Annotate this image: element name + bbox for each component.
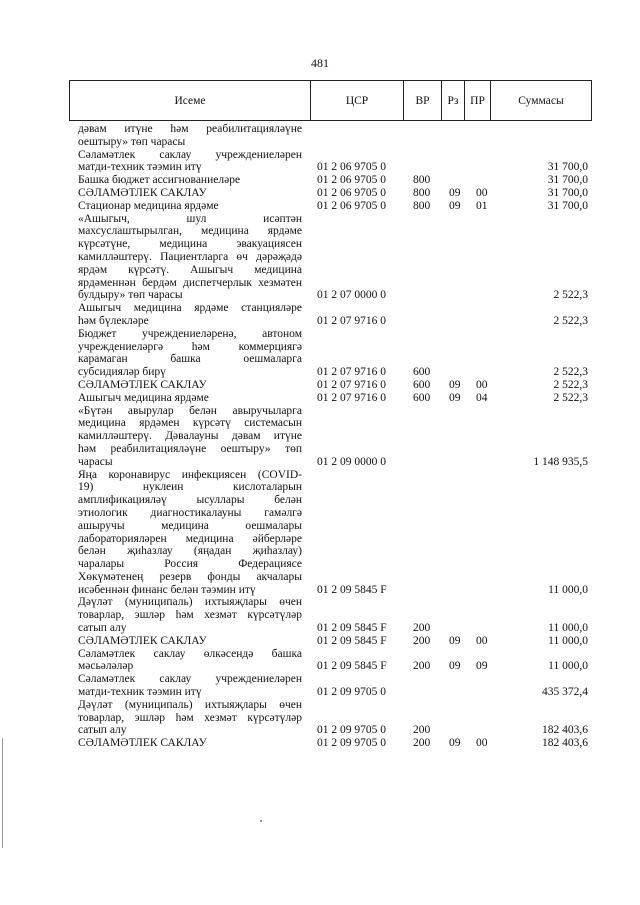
table-row xyxy=(0,737,640,750)
table-row xyxy=(0,456,640,469)
table-row xyxy=(0,417,640,430)
row-csr: 01 2 07 9716 0 xyxy=(317,366,386,379)
row-name: һәм бүлекләре xyxy=(78,314,149,327)
row-sum: 31 700,0 xyxy=(547,186,588,199)
row-name: Хөкүмәтенең резерв фонды акчалары xyxy=(78,570,302,583)
row-vr: 200 xyxy=(413,724,431,737)
row-name: Яңа коронавирус инфекциясен (COVID- xyxy=(78,468,302,481)
row-name: күрсәтүне, медицина эвакуациясен xyxy=(78,238,302,251)
row-csr: 01 2 06 9705 0 xyxy=(317,174,386,187)
row-vr: 800 xyxy=(413,186,431,199)
table-row xyxy=(0,174,640,187)
row-name: Сәламәтлек саклау өлкәсендә башка xyxy=(78,647,302,660)
table-row xyxy=(0,277,640,290)
row-csr: 01 2 07 9716 0 xyxy=(317,391,386,404)
row-rz: 09 xyxy=(449,199,461,212)
row-name: 19) нуклеин кислоталарын xyxy=(78,481,302,494)
table-row xyxy=(0,302,640,315)
table-row xyxy=(0,353,640,366)
row-name: Ашыгыч медицина ярдәме станцияләре xyxy=(78,302,302,315)
row-name: Сәламәтлек саклау учреждениеләрен xyxy=(78,673,302,686)
column-header-pr: ПР xyxy=(465,81,491,120)
row-name: амплификацияләү ысуллары белән xyxy=(78,494,302,507)
row-name: махсуслаштырылган, медицина ярдәме xyxy=(78,225,302,238)
row-name: мәсьәләләр xyxy=(78,660,134,673)
row-name: «Ашыгыч, шул исәптән xyxy=(78,212,302,225)
row-name: дәвам итүне һәм реабилитацияләүне xyxy=(78,123,302,135)
table-row xyxy=(0,609,640,622)
table-row xyxy=(0,699,640,712)
row-sum: 2 522,3 xyxy=(553,289,588,302)
table-row xyxy=(0,136,640,149)
row-csr: 01 2 09 5845 F xyxy=(317,622,387,635)
column-header-name: Исеме xyxy=(70,81,311,120)
table-row xyxy=(0,481,640,494)
row-pr: 04 xyxy=(476,391,488,404)
row-rz: 09 xyxy=(449,634,461,647)
column-header-csr: ЦСР xyxy=(311,81,404,120)
row-pr: 01 xyxy=(476,199,488,212)
row-name: карамаган башка оешмаларга xyxy=(78,353,302,366)
table-row xyxy=(0,366,640,379)
row-vr: 600 xyxy=(413,391,431,404)
row-csr: 01 2 09 5845 F xyxy=(317,583,387,596)
row-sum: 435 372,4 xyxy=(542,686,588,699)
row-sum: 11 000,0 xyxy=(548,622,588,635)
row-sum: 2 522,3 xyxy=(553,378,588,391)
table-row xyxy=(0,507,640,520)
table-row xyxy=(0,123,640,136)
row-name: Бюджет учреждениеләренә, автоном xyxy=(78,327,302,340)
table-row xyxy=(0,443,640,456)
row-name: Башка бюджет ассигнованиеләре xyxy=(78,174,241,187)
row-csr: 01 2 06 9705 0 xyxy=(317,161,386,174)
table-row xyxy=(0,161,640,174)
row-sum: 2 522,3 xyxy=(553,391,588,404)
table-row xyxy=(0,328,640,341)
row-name: сатып алу xyxy=(78,622,127,635)
row-name: СӘЛАМӘТЛЕК САКЛАУ xyxy=(78,186,207,199)
row-name: Ашыгыч медицина ярдәме xyxy=(78,391,209,404)
row-name: Дәүләт (муниципаль) ихтыяҗлары өчен xyxy=(78,698,302,711)
row-csr: 01 2 07 9716 0 xyxy=(317,378,386,391)
row-sum: 31 700,0 xyxy=(547,161,588,174)
row-sum: 2 522,3 xyxy=(553,314,588,327)
table-row xyxy=(0,571,640,584)
table-row xyxy=(0,584,640,597)
row-name: ярдәм күрсәтү. Ашыгыч медицина xyxy=(78,263,302,276)
table-row xyxy=(0,430,640,443)
row-name: матди-техник тәэмин итү xyxy=(78,161,202,174)
row-vr: 600 xyxy=(413,366,431,379)
table-row xyxy=(0,405,640,418)
row-vr: 200 xyxy=(413,660,431,673)
row-pr: 00 xyxy=(476,737,488,750)
row-name: чаралары Россия Федерациясе xyxy=(78,558,302,571)
table-row xyxy=(0,469,640,482)
table-row xyxy=(0,648,640,661)
row-rz: 09 xyxy=(449,378,461,391)
table-row xyxy=(0,596,640,609)
table-body xyxy=(0,123,640,750)
row-name: СӘЛАМӘТЛЕК САКЛАУ xyxy=(78,737,207,750)
row-vr: 800 xyxy=(413,174,431,187)
row-name: сатып алу xyxy=(78,724,127,737)
row-name: «Бүтән авырулар белән авыручыларга xyxy=(78,404,302,417)
row-name: чарасы xyxy=(78,455,113,468)
row-csr: 01 2 09 5845 F xyxy=(317,634,387,647)
table-row xyxy=(0,187,640,200)
row-sum: 182 403,6 xyxy=(542,737,588,750)
row-name: ашыручы медицина оешмалары xyxy=(78,519,302,532)
row-pr: 00 xyxy=(476,634,488,647)
row-sum: 31 700,0 xyxy=(547,199,588,212)
row-rz: 09 xyxy=(449,391,461,404)
row-name: оештыру» төп чарасы xyxy=(78,135,186,148)
row-vr: 200 xyxy=(413,737,431,750)
table-row xyxy=(0,379,640,392)
row-pr: 00 xyxy=(476,186,488,199)
table-row xyxy=(0,392,640,405)
row-name: товарлар, эшләр һәм хезмәт күрсәтүләр xyxy=(78,711,302,724)
row-sum: 182 403,6 xyxy=(542,724,588,737)
row-csr: 01 2 09 9705 0 xyxy=(317,686,386,699)
row-name: Дәүләт (муниципаль) ихтыяҗлары өчен xyxy=(78,596,302,609)
row-csr: 01 2 07 0000 0 xyxy=(317,289,386,302)
scan-margin-line xyxy=(2,738,3,848)
row-name: Сәламәтлек саклау учреждениеләрен xyxy=(78,148,302,161)
row-name: лабораторияләрен медицина әйберләре xyxy=(78,532,302,545)
row-name: субсидияләр бирү xyxy=(78,366,166,379)
row-name: товарлар, эшләр һәм хезмәт күрсәтүләр xyxy=(78,609,302,622)
row-pr: 09 xyxy=(476,660,488,673)
table-row xyxy=(0,238,640,251)
row-name: камилләштерү. Пациентларга өч дәрәҗәдә xyxy=(78,250,302,263)
row-csr: 01 2 07 9716 0 xyxy=(317,314,386,327)
table-row xyxy=(0,545,640,558)
row-name: Стационар медицина ярдәме xyxy=(78,199,219,212)
table-header xyxy=(69,80,592,121)
table-row xyxy=(0,315,640,328)
row-name: белән җиһазлау (яңадан җиһазлау) xyxy=(78,545,302,558)
table-row xyxy=(0,673,640,686)
row-name: матди-техник тәэмин итү xyxy=(78,686,202,699)
row-vr: 200 xyxy=(413,634,431,647)
row-sum: 1 148 935,5 xyxy=(533,455,588,468)
table-row xyxy=(0,200,640,213)
column-header-sum: Суммасы xyxy=(518,94,564,107)
row-sum: 2 522,3 xyxy=(553,366,588,379)
row-csr: 01 2 09 9705 0 xyxy=(317,737,386,750)
table-row xyxy=(0,724,640,737)
table-row xyxy=(0,558,640,571)
row-vr: 600 xyxy=(413,378,431,391)
table-row xyxy=(0,533,640,546)
table-row xyxy=(0,251,640,264)
page-number: 481 xyxy=(311,56,329,70)
table-row xyxy=(0,149,640,162)
row-csr: 01 2 09 9705 0 xyxy=(317,724,386,737)
row-csr: 01 2 06 9705 0 xyxy=(317,199,386,212)
row-name: булдыру» төп чарасы xyxy=(78,289,183,302)
row-name: СӘЛАМӘТЛЕК САКЛАУ xyxy=(78,634,207,647)
row-name: учреждениеләргә һәм коммерциягә xyxy=(78,340,302,353)
table-row xyxy=(0,622,640,635)
column-header-vr: ВР xyxy=(404,81,442,120)
row-csr: 01 2 06 9705 0 xyxy=(317,186,386,199)
row-rz: 09 xyxy=(449,186,461,199)
table-row xyxy=(0,494,640,507)
table-row xyxy=(0,686,640,699)
row-rz: 09 xyxy=(449,737,461,750)
table-row xyxy=(0,341,640,354)
table-row xyxy=(0,264,640,277)
row-csr: 01 2 09 5845 F xyxy=(317,660,387,673)
row-sum: 11 000,0 xyxy=(548,634,588,647)
row-name: медицина ярдәмен күрсәтү системасын xyxy=(78,417,302,430)
row-name: этиологик диагностикалауны гамәлгә xyxy=(78,506,302,519)
column-header-rz: Рз xyxy=(442,81,465,120)
row-name: СӘЛАМӘТЛЕК САКЛАУ xyxy=(78,378,207,391)
table-row xyxy=(0,225,640,238)
row-csr: 01 2 09 0000 0 xyxy=(317,455,386,468)
row-name: ярдәменнән бердәм диспетчерлык хезмәтен xyxy=(78,276,302,289)
row-vr: 800 xyxy=(413,199,431,212)
row-name: камилләштерү. Дәвалауны дәвам итүне xyxy=(78,430,302,443)
table-row xyxy=(0,213,640,226)
table-row xyxy=(0,635,640,648)
table-row xyxy=(0,520,640,533)
row-name: һәм реабилитацияләүне оештыру» төп xyxy=(78,442,302,455)
row-pr: 00 xyxy=(476,378,488,391)
row-rz: 09 xyxy=(449,660,461,673)
table-row xyxy=(0,660,640,673)
row-sum: 11 000,0 xyxy=(548,583,588,596)
table-row xyxy=(0,289,640,302)
table-row xyxy=(0,712,640,725)
row-sum: 11 000,0 xyxy=(548,660,588,673)
row-vr: 200 xyxy=(413,622,431,635)
scan-speck xyxy=(260,820,262,822)
row-name: исәбеннән финанс белән тәэмин итү xyxy=(78,583,256,596)
row-sum: 31 700,0 xyxy=(547,174,588,187)
